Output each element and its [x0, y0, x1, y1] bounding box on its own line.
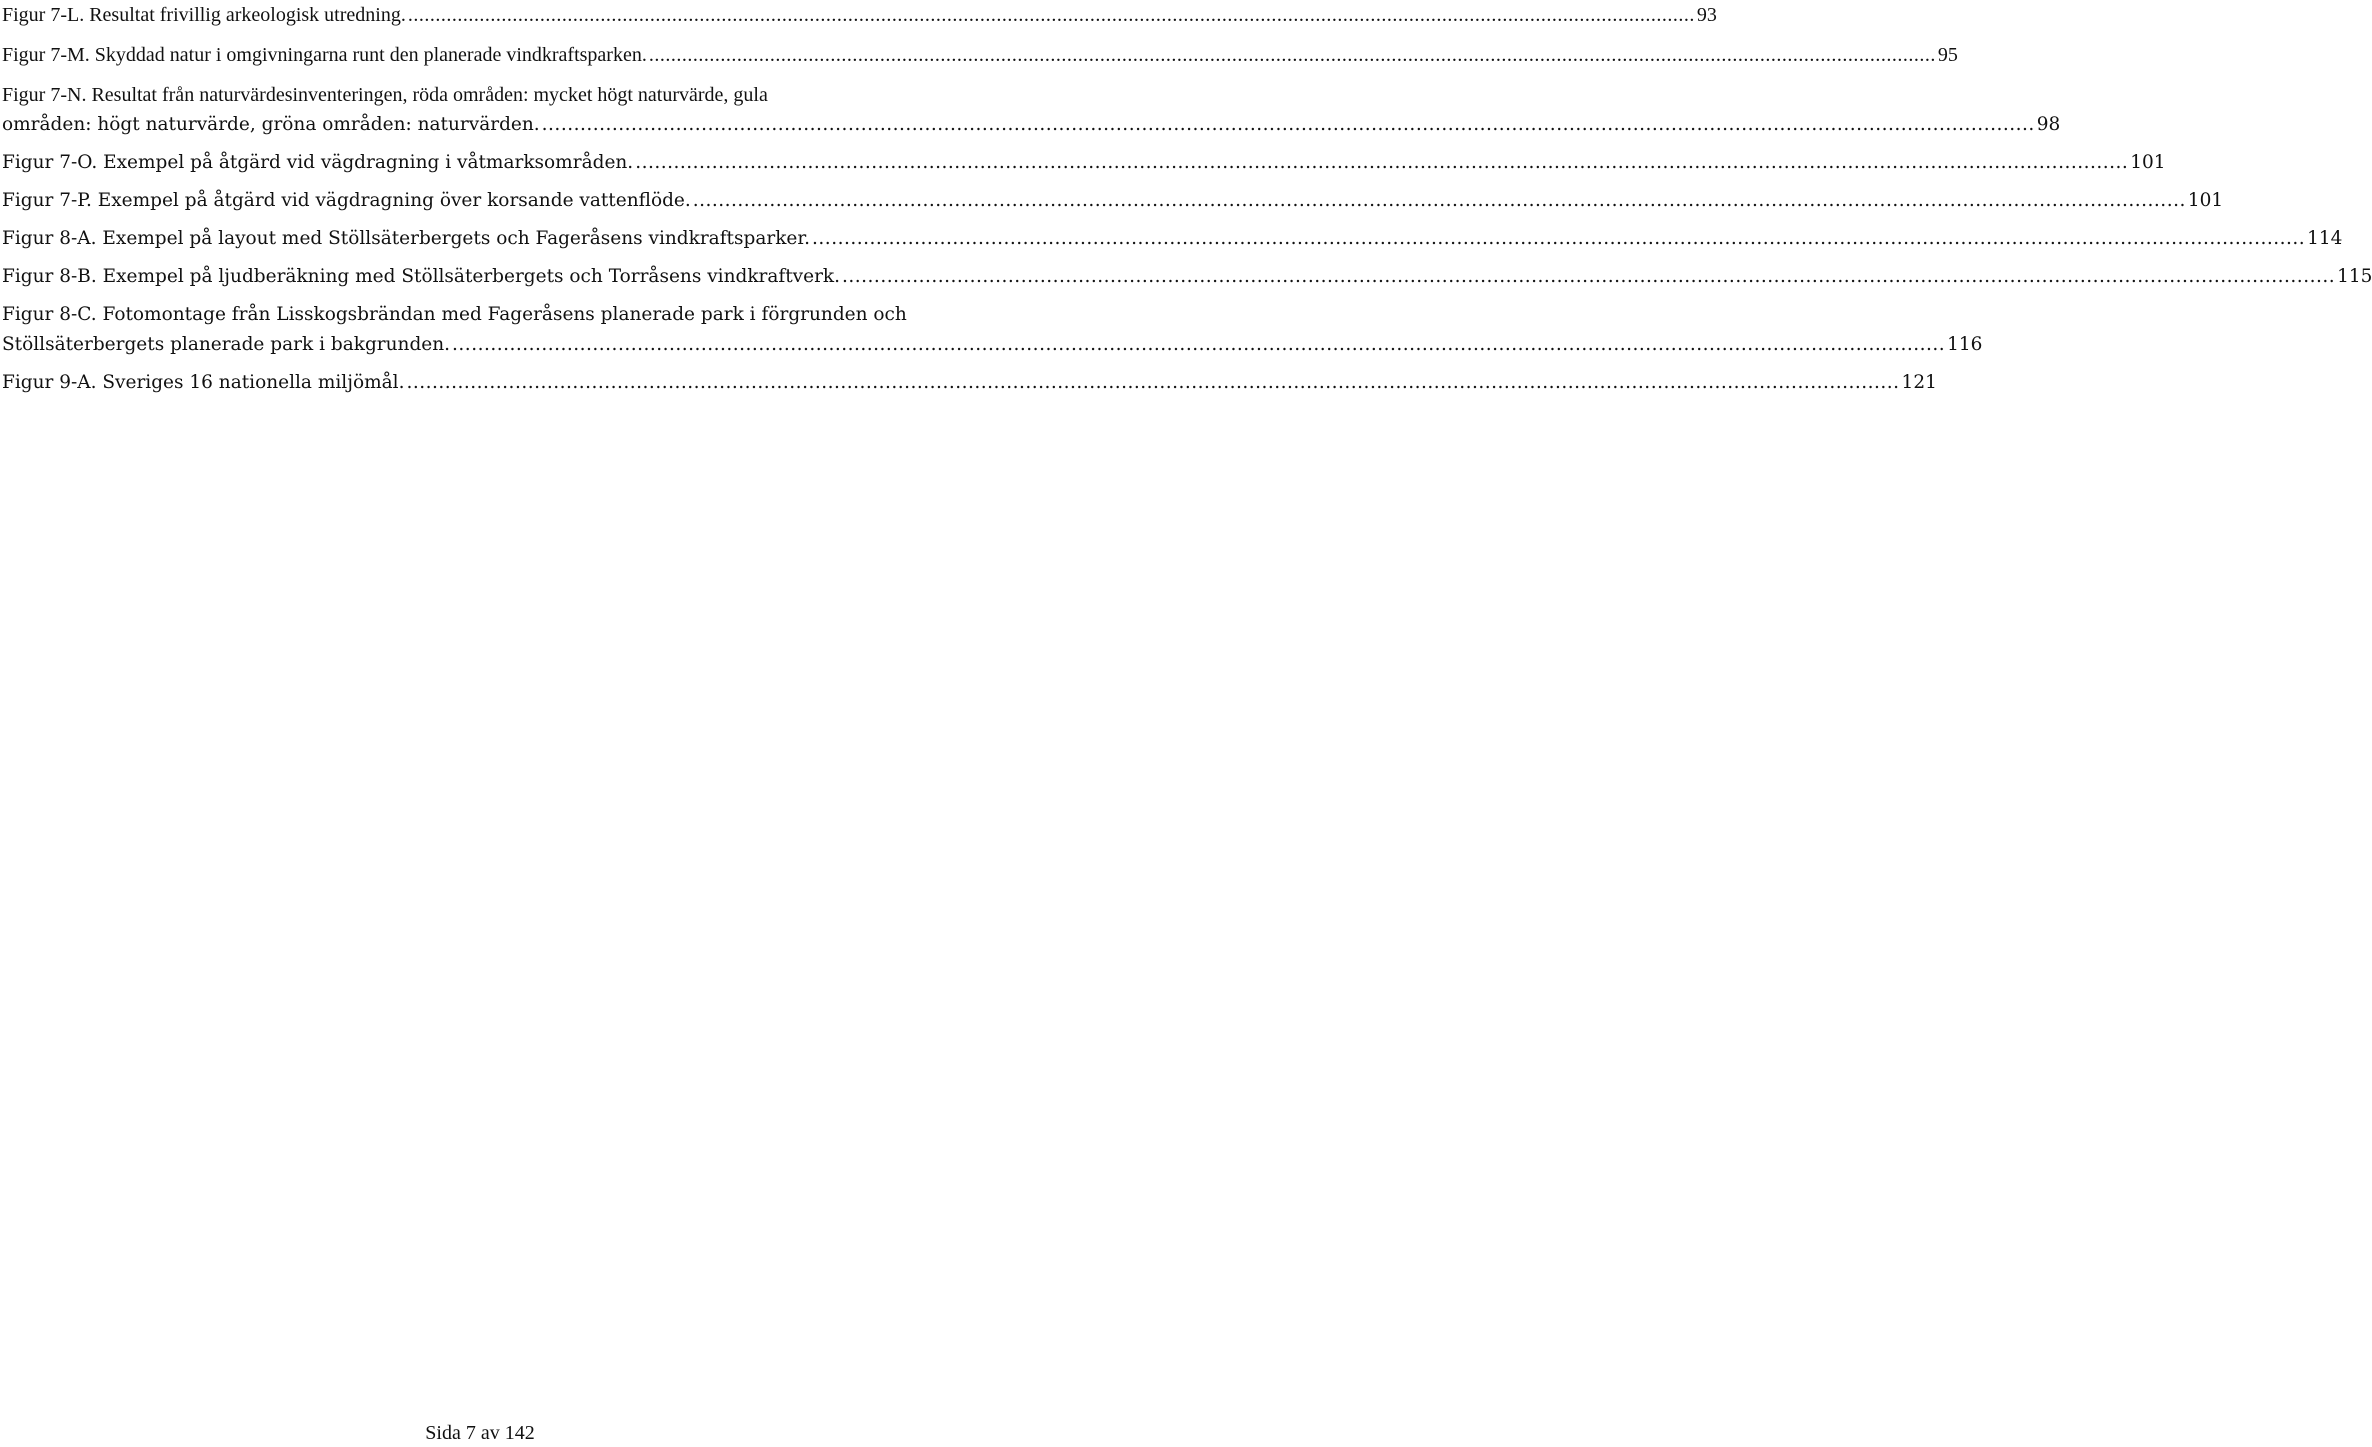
- toc-entry-title: Figur 7-P. Exempel på åtgärd vid vägdragning över korsande vattenflöde.: [2, 190, 691, 211]
- dot-leader: [452, 330, 1945, 360]
- toc-entry[interactable]: [2, 148, 2166, 178]
- page-number-label: Sida 7 av 142: [425, 1422, 535, 1444]
- toc-entry[interactable]: [2, 0, 1717, 30]
- toc-entry[interactable]: [2, 80, 2061, 140]
- toc-entry-title: Stöllsäterbergets planerade park i bakgrunden.: [2, 334, 451, 355]
- dot-leader: [812, 224, 2305, 254]
- dot-leader: [842, 262, 2335, 292]
- dot-leader: [542, 110, 2035, 140]
- figure-list: [2, 0, 2372, 404]
- toc-entry-page: 114: [2307, 228, 2343, 249]
- toc-entry-title-line: Figur 7-N. Resultat från naturvärdesinventeringen, röda områden: mycket högt naturvärde, gula: [2, 84, 768, 106]
- toc-entry-page: 101: [2187, 190, 2224, 211]
- toc-entry-page: 101: [2130, 152, 2166, 173]
- dot-leader: [635, 148, 2128, 178]
- toc-entry-title: Figur 9-A. Sveriges 16 nationella miljömål.: [2, 372, 405, 393]
- toc-entry-title: Figur 8-A. Exempel på layout med Stöllsäterbergets och Fageråsens vindkraftsparker.: [2, 228, 811, 249]
- toc-entry[interactable]: [2, 186, 2224, 216]
- toc-entry-title: Figur 7-L. Resultat frivillig arkeologisk utredning.: [2, 4, 406, 26]
- toc-entry[interactable]: [2, 368, 1937, 398]
- toc-entry-title: områden: högt naturvärde, gröna områden: naturvärden.: [2, 114, 540, 135]
- dot-leader: [693, 186, 2186, 216]
- toc-entry-title: Figur 7-M. Skyddad natur i omgivningarna runt den planerade vindkraftsparken.: [2, 44, 647, 66]
- dot-leader: [408, 0, 1695, 30]
- toc-entry-title: Figur 7-O. Exempel på åtgärd vid vägdragning i våtmarksområden.: [2, 152, 634, 173]
- toc-entry-page: 115: [2337, 266, 2372, 287]
- toc-entry-title-line: Figur 8-C. Fotomontage från Lisskogsbrändan med Fageråsens planerade park i förgrunden och: [2, 304, 907, 325]
- toc-entry[interactable]: [2, 300, 1983, 360]
- toc-entry[interactable]: [2, 262, 2372, 292]
- toc-entry[interactable]: [2, 224, 2343, 254]
- toc-entry-page: 93: [1696, 4, 1717, 26]
- toc-entry-page: 95: [1937, 44, 1958, 66]
- toc-entry-page: 116: [1947, 334, 1983, 355]
- toc-entry[interactable]: [2, 40, 1958, 70]
- page-footer: [0, 1419, 960, 1447]
- dot-leader: [406, 368, 1899, 398]
- toc-entry-page: 121: [1901, 372, 1937, 393]
- toc-entry-page: 98: [2036, 114, 2061, 135]
- toc-entry-title: Figur 8-B. Exempel på ljudberäkning med Stöllsäterbergets och Torråsens vindkraftverk.: [2, 266, 841, 287]
- dot-leader: [649, 40, 1936, 70]
